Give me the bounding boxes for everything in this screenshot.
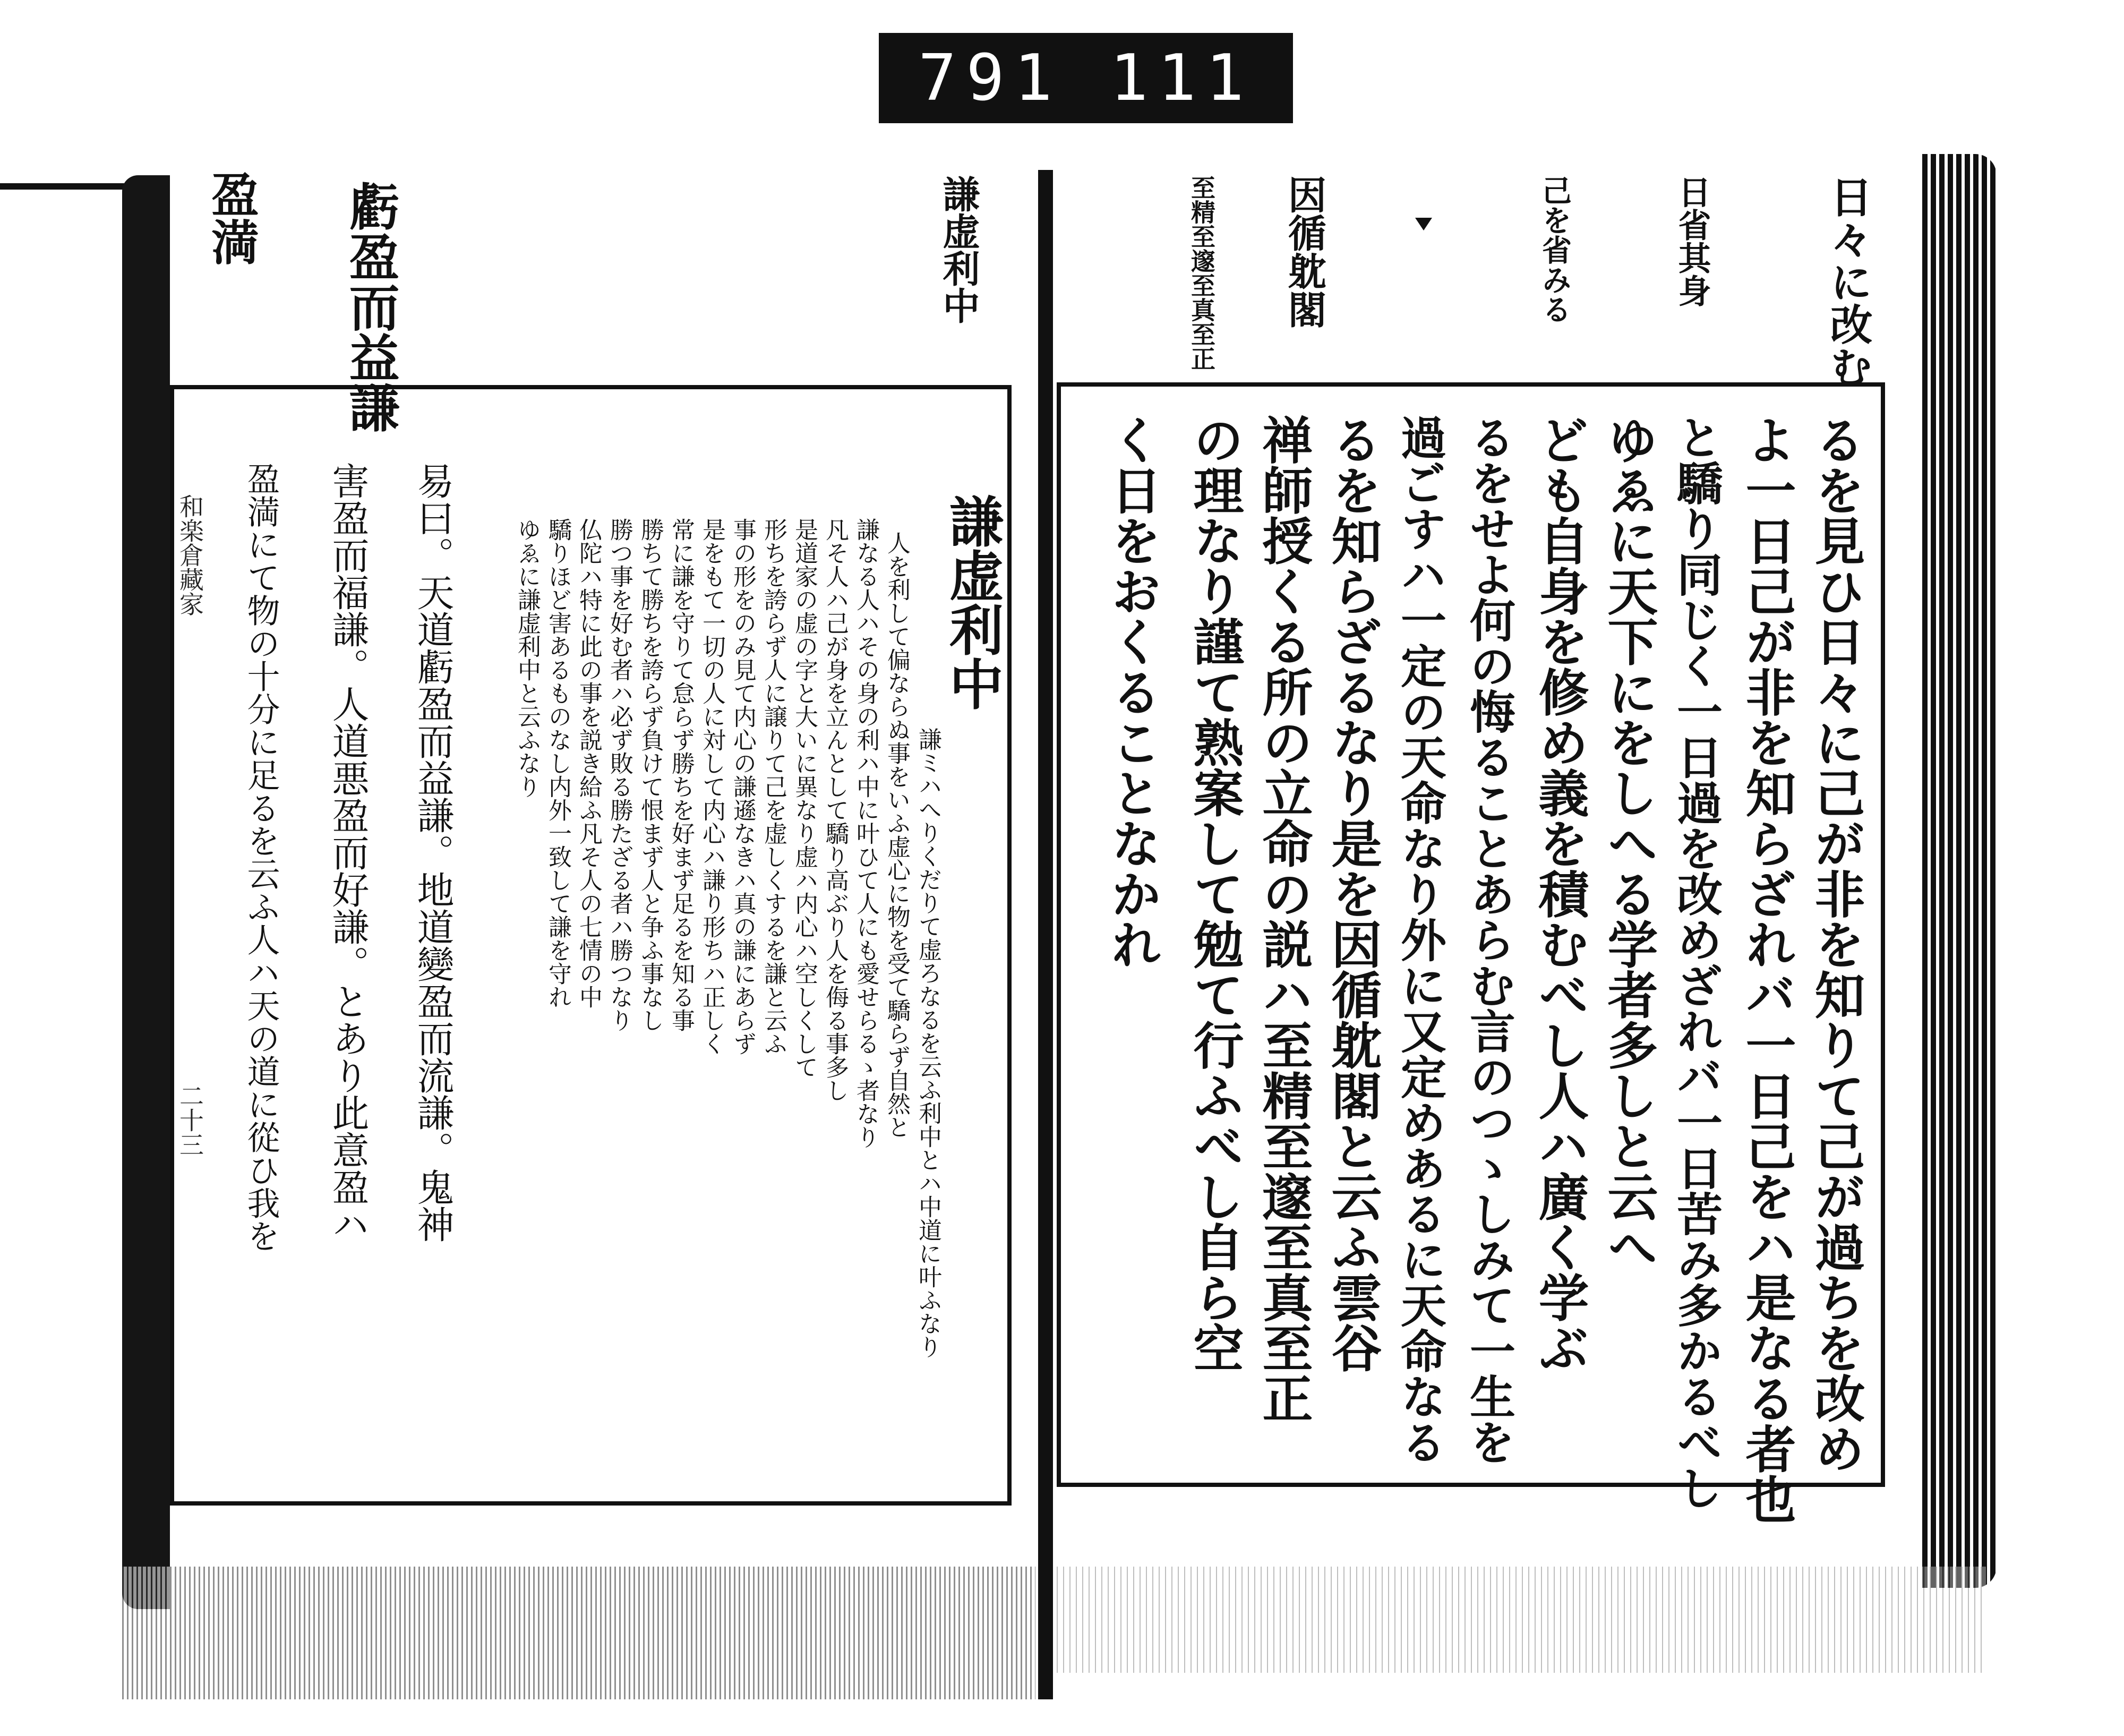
commentary-line: 仏陀ハ特に此の事を説き給ふ凡そ人の七情の中: [575, 518, 602, 1008]
commentary-line: 驕りほど害あるものなし内外一致して謙を守れ: [544, 518, 571, 1008]
right-top-note-5: 至精至邃至真至正: [1187, 175, 1216, 371]
catalog-number-label: [879, 33, 1293, 123]
body-line: く日をおくることなかれ: [1103, 414, 1162, 969]
left-fold-page-number: 二十三: [176, 1083, 204, 1157]
commentary-line: 勝ちて勝ちを誇らず負けて恨まず人と争ふ事なし: [637, 518, 664, 1032]
body-line: よ一日己が非を知らざれバ一日己をハ是なる者也: [1737, 414, 1796, 1524]
body-line: ゆゑに天下にをしへる学者多しと云へ: [1599, 414, 1658, 1272]
body-line: ども自身を修め義を積むべし人ハ廣く学ぶ: [1530, 414, 1589, 1373]
commentary-line: ゆゑに謙虚利中と云ふなり: [513, 518, 541, 798]
right-top-note-1: 日々に改む: [1823, 175, 1873, 388]
commentary-line: 常に謙を守りて怠らず勝ちを好まず足るを知る事: [667, 518, 695, 1032]
body-line: るをせよ何の悔ることあらむ言のつゝしみて一生を: [1462, 414, 1515, 1465]
body-line: るを知らざるなり是を因循躭閣と云ふ雲谷: [1323, 414, 1382, 1373]
commentary-line: 凡そ人ハ己が身を立んとして驕り高ぶり人を侮る事多し: [821, 518, 849, 1102]
classic-quote-line: 害盈而福謙。人道悪盈而好謙。とあり此意盈ハ: [326, 462, 370, 1243]
commentary-line: 人を利して偏ならぬ事をいふ虚心に物を受て驕らず自然と: [883, 531, 910, 1139]
left-top-note-1: 謙虚利中: [937, 175, 981, 324]
catalog-number-text: 791 111: [918, 41, 1254, 115]
left-heading: 謙虚利中: [940, 494, 1004, 711]
left-fold-title: 和楽倉藏家: [176, 494, 204, 616]
body-line: の理なり謹て熟案して勉て行ふべし自ら空: [1185, 414, 1244, 1373]
right-top-note-2: 日省其身: [1673, 175, 1711, 307]
right-top-note-4: 因循躭閣: [1282, 175, 1327, 328]
ink-triangle-mark: [1415, 218, 1432, 230]
body-line: 過ごすハ一定の天命なり外に又定めあるに天命なる: [1393, 414, 1446, 1465]
left-top-note-2: 虧盈而益謙: [341, 181, 400, 433]
left-top-note-3: 盈満: [203, 170, 259, 266]
classic-quote-line: 盈満にて物の十分に足るを云ふ人ハ天の道に從ひ我を: [242, 462, 280, 1252]
commentary-line: 是道家の虚の字と大いに異なり虚ハ内心ハ空しくして: [791, 518, 818, 1079]
right-page-bottom-shadow: [1057, 1567, 1986, 1673]
left-page-bottom-shadow: [122, 1567, 1035, 1699]
left-page-edge: [122, 175, 170, 1609]
commentary-line: 事の形をのみ見て内心の謙遜なきハ真の謙にあらず: [729, 518, 756, 1055]
commentary-line: 形ちを誇らず人に譲りて己を虚しくするを謙と云ふ: [760, 518, 787, 1055]
body-line: 禅師授くる所の立命の説ハ至精至邃至真至正: [1254, 414, 1313, 1423]
commentary-line: 是をもて一切の人に対して内心ハ謙り形ちハ正しく: [698, 518, 725, 1055]
scan-edge-line: [0, 183, 138, 190]
right-top-note-3: 己を省みる: [1537, 175, 1572, 324]
commentary-line: 謙なる人ハその身の利ハ中に叶ひて人にも愛せらるゝ者なり: [852, 518, 879, 1149]
classic-quote-line: 易曰。天道虧盈而益謙。地道變盈而流謙。鬼神: [411, 462, 455, 1243]
right-page-edge: [1922, 154, 1997, 1588]
book-spine: [1038, 170, 1053, 1699]
body-line: るを見ひ日々に己が非を知りて己が過ちを改め: [1806, 414, 1865, 1474]
commentary-line: 謙ミハへりくだりて虚ろなるを云ふ利中とハ中道に叶ふなり: [914, 728, 941, 1358]
body-line: と驕り同じく一日過を改めざれバ一日苦み多かるべし: [1669, 414, 1723, 1510]
commentary-line: 勝つ事を好む者ハ必ず敗る勝たざる者ハ勝つなり: [606, 518, 633, 1032]
